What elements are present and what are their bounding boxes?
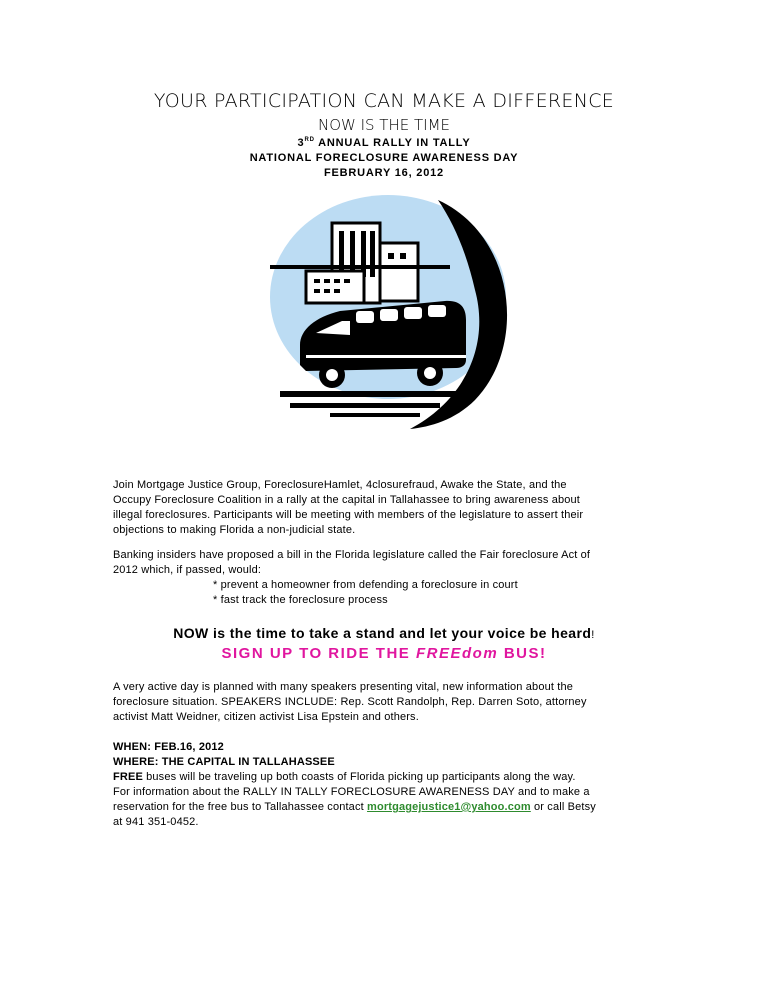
event-date: FEBRUARY 16, 2012	[324, 167, 444, 179]
exclamation-mark: !	[591, 629, 595, 641]
text-line: foreclosure situation. SPEAKERS INCLUDE: Rep. Scott Randolph, Rep. Darren Soto, attorney	[113, 696, 587, 708]
signup-post: BUS!	[498, 645, 547, 662]
text-line: Join Mortgage Justice Group, ForeclosureHamlet, 4closurefraud, Awake the State, and the	[113, 479, 567, 491]
road-line	[330, 413, 420, 417]
intro-paragraph	[113, 478, 653, 538]
right-building	[380, 243, 418, 301]
free-rest: buses will be traveling up both coasts of Florida picking up participants along the way.	[142, 771, 576, 783]
low-building	[306, 271, 364, 303]
signup-banner	[0, 645, 768, 662]
rally-rest: ANNUAL RALLY IN TALLY	[314, 137, 471, 149]
signup-pre: SIGN UP TO RIDE THE	[221, 645, 416, 662]
bullet-item: * prevent a homeowner from defending a foreclosure in court	[213, 579, 518, 591]
signup-emphasis: FREEdom	[415, 645, 499, 662]
text-line: Banking insiders have proposed a bill in the Florida legislature called the Fair foreclosure Act of	[113, 549, 591, 561]
headline: YOUR PARTICIPATION CAN MAKE A DIFFERENCE	[153, 90, 615, 112]
road-line	[280, 391, 470, 397]
where-line: WHERE: THE CAPITAL IN TALLAHASSEE	[113, 756, 335, 768]
when-line: WHEN: FEB.16, 2012	[113, 741, 224, 753]
call-to-action-text: NOW is the time to take a stand and let your voice be heard	[173, 625, 592, 641]
free-word: FREE	[113, 771, 143, 783]
text-line: activist Matt Weidner, citizen activist Lisa Epstein and others.	[113, 711, 419, 723]
rally-suffix: RD	[304, 137, 315, 143]
rally-title	[0, 137, 768, 149]
text-line: A very active day is planned with many speakers presenting vital, new information about the	[113, 681, 574, 693]
text-line: illegal foreclosures. Participants will be meeting with members of the legislature to assert their	[113, 509, 584, 521]
road-line	[290, 403, 440, 408]
bullet-item: * fast track the foreclosure process	[213, 594, 388, 606]
free-bus-line	[113, 770, 653, 785]
bill-paragraph	[113, 548, 653, 608]
email-link[interactable]: mortgagejustice1@yahoo.com	[367, 801, 531, 813]
phone-line: at 941 351-0452.	[113, 816, 199, 828]
horizon-line	[270, 265, 450, 269]
text-line: 2012 which, if passed, would:	[113, 564, 262, 576]
contact-post: or call Betsy	[530, 801, 596, 813]
bus-city-clipart-icon	[270, 195, 520, 435]
event-name: NATIONAL FORECLOSURE AWARENESS DAY	[249, 152, 519, 164]
text-line: objections to making Florida a non-judicial state.	[113, 524, 356, 536]
text-line: Occupy Foreclosure Coalition in a rally at the capital in Tallahassee to bring awareness about	[113, 494, 580, 506]
contact-line	[113, 800, 653, 815]
speakers-paragraph	[113, 680, 653, 725]
contact-pre: reservation for the free bus to Tallahassee contact	[113, 801, 368, 813]
rally-number: 3	[297, 137, 305, 149]
call-to-action	[0, 625, 768, 641]
details-paragraph	[113, 740, 653, 830]
subheadline: NOW IS THE TIME	[317, 116, 451, 134]
info-line: For information about the RALLY IN TALLY FORECLOSURE AWARENESS DAY and to make a	[113, 786, 590, 798]
